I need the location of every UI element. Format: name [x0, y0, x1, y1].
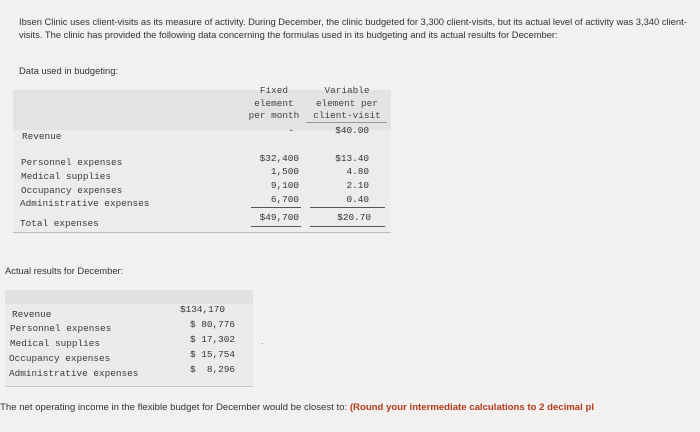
- actual-row-label: Administrative expenses: [9, 368, 139, 379]
- budget-revenue-label: Revenue: [22, 131, 62, 142]
- budget-row-variable: 4.80: [346, 166, 369, 177]
- actual-row-value: $ 8,296: [190, 364, 236, 375]
- actual-section-label: Actual results for December:: [5, 265, 124, 276]
- variable-subtotal-rule: [310, 207, 385, 208]
- budget-revenue-fixed: -: [288, 125, 294, 136]
- fixed-header-line-3: per month: [248, 110, 300, 121]
- variable-total-rule: [310, 226, 385, 227]
- budget-row-variable: $13.40: [335, 153, 369, 164]
- budget-row-fixed: $32,400: [259, 153, 299, 164]
- budget-total-variable: $20.70: [337, 212, 371, 223]
- problem-intro: Ibsen Clinic uses client-visits as its measure of activity. During December, the clinic budgeted for 3,300 client-visits, but its actual level of activity was 3,340 client-visits. The clinic has provided the following data concerning the formulas used in its budgeting and its actual results for December:: [19, 16, 687, 40]
- budget-row-variable: 0.40: [346, 194, 369, 205]
- actual-row-value: $ 80,776: [190, 319, 236, 330]
- budget-total-label: Total expenses: [20, 218, 99, 229]
- budget-row-label: Occupancy expenses: [21, 185, 123, 196]
- question-text: The net operating income in the flexible budget for December would be closest to:: [0, 402, 350, 413]
- stray-mark: .: [261, 336, 264, 346]
- actual-row-value: $ 15,754: [190, 349, 236, 360]
- actual-row-label: Medical supplies: [10, 338, 101, 349]
- budget-total-fixed: $49,700: [259, 212, 299, 223]
- variable-header-rule: [306, 122, 387, 123]
- actual-row-label: Occupancy expenses: [9, 353, 111, 364]
- question-prompt: [0, 402, 700, 413]
- variable-header-line-2: element per: [316, 97, 378, 109]
- budget-row-label: Personnel expenses: [21, 157, 123, 168]
- fixed-column-header: [244, 85, 304, 123]
- fixed-header-line-1: Fixed: [259, 85, 289, 96]
- actual-row-label: Revenue: [12, 309, 52, 320]
- budget-row-fixed: 1,500: [270, 166, 299, 177]
- actual-table-header-band: [5, 290, 253, 304]
- rounding-instruction: (Round your intermediate calculations to 2 decimal pl: [349, 402, 594, 413]
- budget-row-label: Medical supplies: [21, 171, 112, 182]
- budget-section-label: Data used in budgeting:: [19, 65, 119, 76]
- budget-row-variable: 2.10: [346, 180, 369, 191]
- budget-revenue-variable: $40.00: [335, 125, 369, 136]
- budget-row-label: Administrative expenses: [20, 198, 150, 209]
- variable-header-line-1: Variable: [324, 85, 370, 96]
- fixed-header-line-2: element: [254, 97, 294, 109]
- budget-row-fixed: 6,700: [270, 194, 299, 205]
- variable-header-line-3: client-visit: [313, 110, 381, 121]
- variable-column-header: [306, 85, 388, 123]
- fixed-total-rule: [251, 226, 301, 227]
- actual-row-value: $134,170: [180, 304, 226, 315]
- actual-row-label: Personnel expenses: [10, 323, 112, 334]
- fixed-subtotal-rule: [251, 207, 301, 208]
- budget-row-fixed: 9,100: [270, 180, 299, 191]
- actual-row-value: $ 17,302: [190, 334, 236, 345]
